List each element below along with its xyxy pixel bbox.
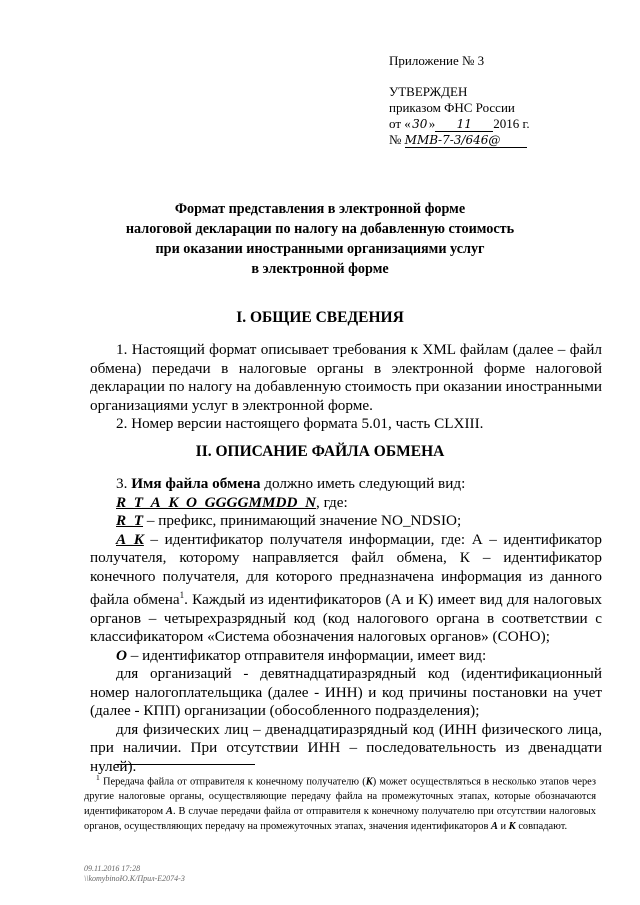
ak-term: A_K (116, 530, 144, 548)
section-2-body (90, 475, 602, 776)
number-prefix: № (389, 132, 402, 147)
footnote-ref: 1 (179, 590, 185, 600)
section-1-heading: I. ОБЩИЕ СВЕДЕНИЯ (236, 309, 404, 326)
footnote-k-2: К (508, 820, 516, 832)
p3-bold-term: Имя файла обмена (131, 475, 261, 492)
footnote-a-1: А (166, 806, 173, 818)
date-prefix: от « (389, 116, 411, 131)
paragraph-2: 2. Номер версии настоящего формата 5.01, часть CLXIII. (116, 415, 484, 432)
footnote-part-4: и (497, 820, 509, 832)
doc-title-line-2: налоговой декларации по налогу на добавленную стоимость (125, 221, 515, 237)
rt-text: – префикс, принимающий значение NO_NDSIO; (143, 512, 462, 529)
footnote-part-1: Передача файла от отправителя к конечному получателю ( (99, 776, 366, 788)
section-2-heading: II. ОПИСАНИЕ ФАЙЛА ОБМЕНА (195, 443, 445, 460)
o-term: O (116, 646, 127, 664)
appendix-label: Приложение № 3 (389, 53, 485, 68)
filename-pattern (90, 494, 602, 513)
footnote-part-5: совпадают. (515, 820, 568, 832)
pattern-suffix: , где: (315, 493, 348, 511)
phys-paragraph: для физических лиц – двенадцатиразрядный код (ИНН физического лица, при наличии. При отсутствии ИНН – последовательность из двенадцати нулей). (90, 720, 602, 775)
footnote-part-3: . В случае передачи файла от отправителя к конечному получателю при отсутствии налоговых органов, осуществляющих передачу на промежуточных этапах, значения идентификаторов (84, 806, 596, 832)
date-month: 11 (435, 117, 493, 132)
ak-text-2: . Каждый из идентификаторов (А и К) имеет вид для налоговых органов – четырехразрядный код (код налогового органа в соответствии с классификатором «Система обозначения налоговых органов» (СОНО); (90, 591, 602, 646)
rt-definition (90, 512, 602, 531)
ak-definition (90, 531, 602, 647)
section-1-body (90, 341, 602, 434)
footnote-rule (115, 764, 255, 765)
p3-text: должно иметь следующий вид: (260, 475, 466, 492)
rt-term: R_T (116, 512, 144, 529)
ak-text: – идентификатор получателя информации, где: А – идентификатор получателя, которому направляется файл обмена, К – идентификатор конечного получателя, для которого предназначена информация из данного файла обмена (90, 530, 602, 609)
footnote-text (84, 771, 596, 835)
o-definition (90, 647, 602, 666)
file-stamp-date: 09.11.2016 17:28 (84, 864, 141, 873)
footnote (84, 771, 596, 835)
file-stamp-path: \\komybinoЮ.К/Прил-Е2074-3 (84, 874, 185, 883)
number-value: ММВ-7-3/646@ (405, 133, 527, 148)
paragraph-3 (90, 475, 602, 494)
paragraph-1: 1. Настоящий формат описывает требования к XML файлам (далее – файл обмена) передачи в налоговые органы в электронной форме налоговой декларации по налогу на добавленную стоимость при оказании иностранными организациями услуг в электронной форме. (90, 341, 602, 414)
date-mid: » (428, 116, 436, 131)
footnote-k-1: К (365, 776, 373, 788)
date-day: 30 (412, 117, 428, 131)
approved-label: УТВЕРЖДЕН (389, 84, 468, 99)
pattern-value: R_T_A_K_O_GGGGMMDD_N (116, 493, 316, 511)
order-label: приказом ФНС России (389, 100, 515, 115)
date-year: 2016 г. (493, 116, 530, 131)
doc-title-line-4: в электронной форме (251, 261, 389, 277)
doc-title-line-3: при оказании иностранными организациями услуг (155, 241, 485, 257)
org-paragraph: для организаций - девятнадцатиразрядный код (идентификационный номер налогоплательщика (далее - ИНН) и код причины постановки на учет (далее - КПП) организации (обособленного подразделения); (90, 665, 602, 720)
order-number (389, 131, 527, 149)
footnote-mark: 1 (96, 773, 100, 782)
p3-number: 3. (116, 475, 132, 492)
o-text: – идентификатор отправителя информации, имеет вид: (126, 646, 487, 664)
doc-title-line-1: Формат представления в электронной форме (174, 201, 466, 217)
footnote-part-2: ) может осуществляться в несколько этапов через другие налоговые органы, осуществляющие передачу файла на промежуточных этапах, которые обозначаются идентификатором (84, 776, 596, 818)
footnote-a-2: А (490, 820, 498, 832)
